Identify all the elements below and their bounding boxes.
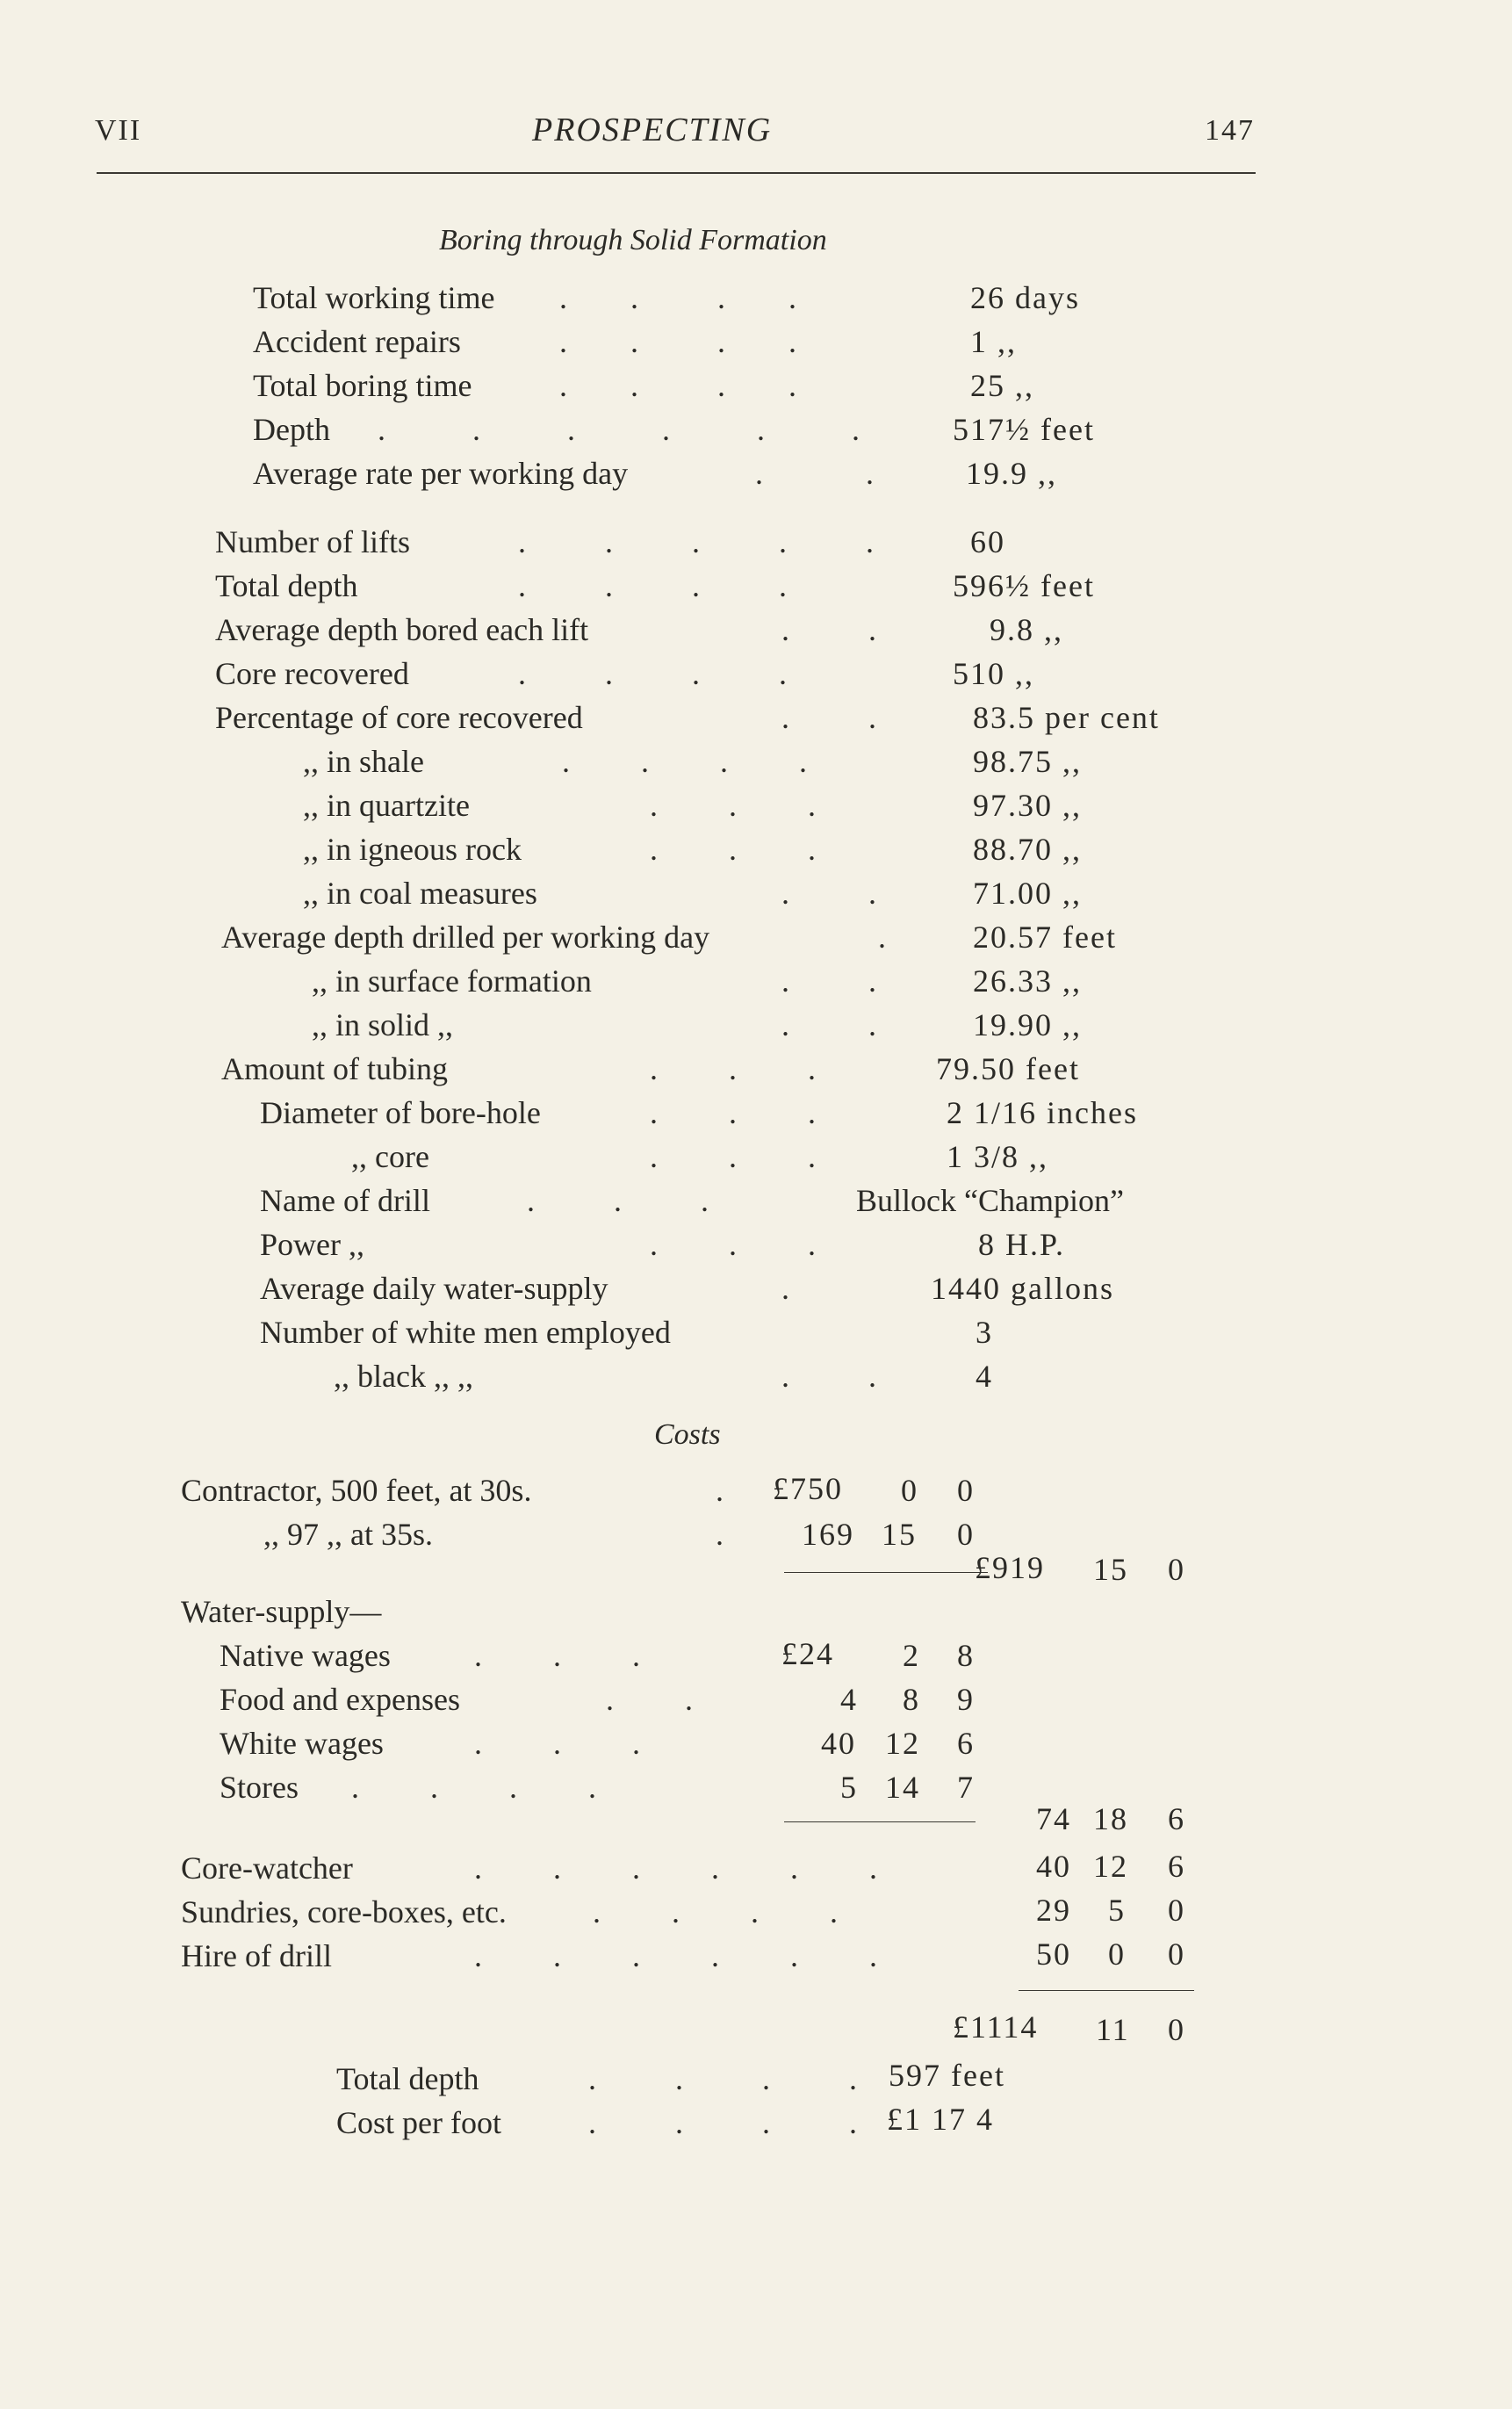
cost-label: White wages [220,1726,384,1761]
amount-pounds: 74 [1036,1801,1071,1836]
table-row-label: Average rate per working day [253,456,629,491]
table-row-value: 60 [970,524,1005,559]
table-row-value: 25 ,, [970,368,1034,403]
table-row-value: 4 [976,1359,993,1394]
table-row-value: 8 H.P. [978,1227,1066,1262]
table-row-value: 19.90 ,, [973,1007,1082,1042]
table-row-label: Name of drill [260,1183,430,1218]
table-row-value: 19.9 ,, [966,456,1057,491]
contractor-label: ,, 97 ,, at 35s. [263,1517,433,1552]
cost-label: Stores [220,1770,299,1805]
amount-shillings: 8 [903,1682,920,1717]
table-row-label: Total working time [253,280,495,315]
cost-label: Native wages [220,1638,391,1673]
table-row-label: ,, in shale [303,744,424,779]
table-row-label: Average depth drilled per working day [221,920,710,955]
cost-label: Hire of drill [181,1938,332,1973]
grand-total-rule [1019,1990,1194,1991]
amount-pence: 0 [1168,1893,1185,1928]
amount-pence: 6 [1168,1849,1185,1884]
table-row-label: Diameter of bore-hole [260,1095,541,1130]
table-row-value: 9.8 ,, [990,612,1063,647]
amount-pence: 0 [957,1517,975,1552]
subtotal-rule [784,1821,976,1822]
table-row-value: 1440 gallons [931,1271,1114,1306]
table-row-label: Accident repairs [253,324,461,359]
amount-shillings: 12 [885,1726,920,1761]
table-row-label: Core recovered [215,656,409,691]
amount-shillings: 14 [885,1770,920,1805]
section-title: Boring through Solid Formation [439,224,827,256]
amount-pence: 0 [957,1473,975,1508]
amount-pence: 6 [957,1726,975,1761]
chapter-number: VII [95,114,142,147]
table-row-label: Average depth bored each lift [215,612,589,647]
table-row-value: 79.50 feet [936,1051,1080,1086]
header-rule [97,172,1256,174]
amount-shillings: 15 [882,1517,917,1552]
amount-pounds: 40 [1036,1849,1071,1884]
amount-shillings: 2 [903,1638,920,1673]
table-row-label: ,, in igneous rock [303,832,522,867]
amount-pence: 6 [1168,1801,1185,1836]
amount-shillings: 0 [901,1473,918,1508]
table-row-label: Number of lifts [215,524,410,559]
amount-pounds: 169 [802,1517,854,1552]
table-row-value: 98.75 ,, [973,744,1082,779]
amount-shillings: 18 [1093,1801,1128,1836]
table-row-value: 71.00 ,, [973,876,1082,911]
cost-label: Core-watcher [181,1850,353,1886]
table-row-value: 26 days [970,280,1080,315]
book-page: VII PROSPECTING 147 Boring through Solid Formation Total working time 26 days Accident repairs 1 ,, Total boring time 25 ,, Depth 517½ feet Average rate per working day 19.9 ,, Number of lifts 60 Total depth 596½ feet Average depth bored each lift 9.8 ,, Core recovered 510 ,, Percentage of core recovered 83.5 per cent ,, in shale 98.75 ,, ,, in quartzite 97.30 ,, ,, in igneous rock 88.70 ,, ,, in coal measures 71.00 ,, Average depth drilled per working day 20.57 feet ,, in surface formation 26.33 ,, ,, in solid ,, 19.90 ,, Amount of tubing 79.50 feet Diameter of bore-hole 2 1/16 inches ,, core 1 3/8 ,, Name of drill Bullock “Champion” Power ,, 8 H.P. Average daily water-supply 1440 gallons Number of white men employed 3 ,, black ,, ,, 4 Costs Contractor, 500 feet, at 30s. £750 0 0 ,, 97 ,, at 35s. 169 15 0 £919 15 0 Water-supply— Native wages £24 2 8 Food and expenses 4 8 9 White wages 40 12 6 Stores 5 14 7 74 18 6 Core-watcher 40 12 6 Sundries, core-boxes, etc. 29 5 0 Hire of drill 50 0 0 £1114 11 0 Total depth 597 feet Cost per foot £1 17 4 . . . . . . . . . . . . . . . . . . . . . . . . . . . . . . . . . . . . . . . . . . . . . . . . . . . . . . . . . . . . . . . . . . . . . . . . . . . . . . . . . . . . . . . . . . . . . . . . . . . . . . . . . . . . . . [95,112,1255,2140]
cost-label: Sundries, core-boxes, etc. [181,1894,507,1929]
amount-shillings: 12 [1093,1849,1128,1884]
amount-pounds: £1114 [953,2009,1039,2045]
table-row-value: 1 ,, [970,324,1017,359]
table-row-label: ,, in surface formation [312,963,592,999]
amount-pounds: £919 [975,1550,1045,1585]
amount-pence: 0 [1168,2012,1185,2047]
table-row-label: Depth [253,412,330,447]
cost-per-foot-label: Cost per foot [336,2105,501,2140]
amount-pence: 9 [957,1682,975,1717]
amount-pence: 7 [957,1770,975,1805]
amount-pounds: 40 [821,1726,856,1761]
costs-title: Costs [654,1418,721,1451]
table-row-value: 88.70 ,, [973,832,1082,867]
table-row-label: ,, black ,, ,, [334,1359,473,1394]
table-row-value: 97.30 ,, [973,788,1082,823]
table-row-value: 20.57 feet [973,920,1117,955]
table-row-value: 510 ,, [953,656,1034,691]
table-row-label: Amount of tubing [221,1051,448,1086]
table-row-value: 3 [976,1315,993,1350]
amount-pounds: £24 [781,1636,834,1671]
amount-pounds: £750 [773,1471,843,1506]
amount-pence: 0 [1168,1937,1185,1972]
table-row-value: 1 3/8 ,, [947,1139,1049,1174]
contractor-label: Contractor, 500 feet, at 30s. [181,1473,532,1508]
running-title: PROSPECTING [532,112,773,148]
table-row-label: Average daily water-supply [260,1271,608,1306]
amount-shillings: 0 [1108,1937,1126,1972]
amount-pounds: 5 [840,1770,858,1805]
table-row-label: Number of white men employed [260,1315,671,1350]
table-row-label: Total boring time [253,368,472,403]
table-row-label: ,, in solid ,, [312,1007,454,1042]
table-row-label: ,, in quartzite [303,788,470,823]
table-row-label: Percentage of core recovered [215,700,583,735]
cost-label: Food and expenses [220,1682,460,1717]
amount-pence: 8 [957,1638,975,1673]
total-depth-value: 597 feet [889,2058,1005,2093]
amount-shillings: 11 [1096,2012,1130,2047]
table-row-value: 83.5 per cent [973,700,1160,735]
amount-pounds: 4 [840,1682,858,1717]
table-row-value: 517½ feet [953,412,1095,447]
table-row-value: 2 1/16 inches [947,1095,1138,1130]
table-row-value: 26.33 ,, [973,963,1082,999]
water-supply-heading: Water-supply— [181,1594,382,1629]
table-row-label: Power ,, [260,1227,364,1262]
table-row-value: 596½ feet [953,568,1095,603]
amount-pounds: 29 [1036,1893,1071,1928]
amount-pounds: 50 [1036,1937,1071,1972]
table-row-label: ,, core [351,1139,429,1174]
amount-shillings: 5 [1108,1893,1126,1928]
table-row-label: Total depth [215,568,358,603]
total-depth-label: Total depth [336,2061,479,2096]
cost-per-foot-value: £1 17 4 [887,2102,994,2137]
table-row-value: Bullock “Champion” [856,1183,1124,1218]
page-number: 147 [1205,114,1255,147]
subtotal-rule [784,1572,988,1573]
amount-shillings: 15 [1093,1552,1128,1587]
table-row-label: ,, in coal measures [303,876,537,911]
amount-pence: 0 [1168,1552,1185,1587]
